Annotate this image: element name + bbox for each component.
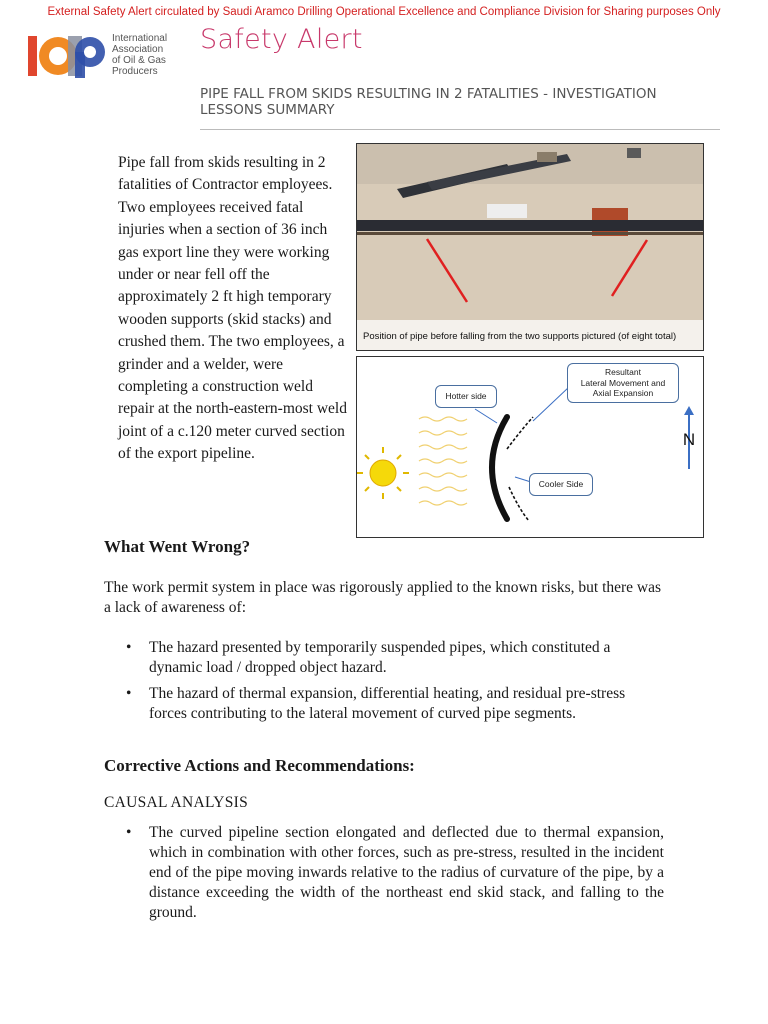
callout-cooler-side: Cooler Side xyxy=(529,473,593,496)
title-divider xyxy=(200,129,720,130)
what-went-wrong-list xyxy=(104,638,664,730)
thermal-expansion-diagram xyxy=(356,356,704,538)
curved-pipe-icon xyxy=(492,417,507,519)
callout-hotter-side: Hotter side xyxy=(435,385,497,408)
distribution-banner: External Safety Alert circulated by Saudi Aramco Drilling Operational Excellence and Compliance Division for Sharing purposes Only xyxy=(47,6,721,18)
sun-icon xyxy=(357,447,409,499)
what-went-wrong-heading: What Went Wrong? xyxy=(104,537,251,556)
list-item: • The hazard of thermal expansion, differential heating, and residual pre-stress forces contributing to the lateral movement of curved pipe segments. xyxy=(104,684,664,724)
causal-analysis-list xyxy=(104,823,664,929)
document-title: Safety Alert xyxy=(200,24,363,55)
photo-caption: Position of pipe before falling from the two supports pictured (of eight total) xyxy=(363,331,677,342)
document-subtitle: PIPE FALL FROM SKIDS RESULTING IN 2 FATALITIES - INVESTIGATION LESSONS SUMMARY xyxy=(200,86,657,118)
intro-paragraph: Pipe fall from skids resulting in 2 fatalities of Contractor employees. Two employees received fatal injuries when a section of 36 inch gas export line they were working under or near fell off the approximately 2 ft high temporary wooden supports (skid stacks) and crushed them. The two employees, a grinder and a welder, were completing a construction weld repair at the north-eastern-most weld joint of a c.120 meter curved section of the export pipeline. xyxy=(118,154,347,463)
callout-resultant: Resultant Lateral Movement and Axial Expansion xyxy=(567,363,679,403)
iogp-logo-text: International Association of Oil & Gas Producers xyxy=(112,33,168,77)
list-item: • The curved pipeline section elongated and deflected due to thermal expansion, which in combination with other forces, such as pre-stress, resulted in the incident end of the pipe moving inwards relative to the radius of curvature of the pipe, by a distance exceeding the width of the northeast end skid stack, and falling to the ground. xyxy=(104,823,664,923)
svg-text:N: N xyxy=(682,430,696,449)
incident-photo-image xyxy=(357,144,703,350)
what-went-wrong-paragraph: The work permit system in place was rigorously applied to the known risks, but there was a lack of awareness of: xyxy=(104,579,662,616)
corrective-actions-heading: Corrective Actions and Recommendations: xyxy=(104,756,415,775)
list-item: • The hazard presented by temporarily suspended pipes, which constituted a dynamic load / dropped object hazard. xyxy=(104,638,664,678)
iogp-logo-mark xyxy=(28,32,110,80)
causal-analysis-heading: CAUSAL ANALYSIS xyxy=(104,794,249,811)
heat-waves-icon xyxy=(419,417,467,505)
iogp-logo xyxy=(28,32,178,80)
incident-photo xyxy=(356,143,704,351)
